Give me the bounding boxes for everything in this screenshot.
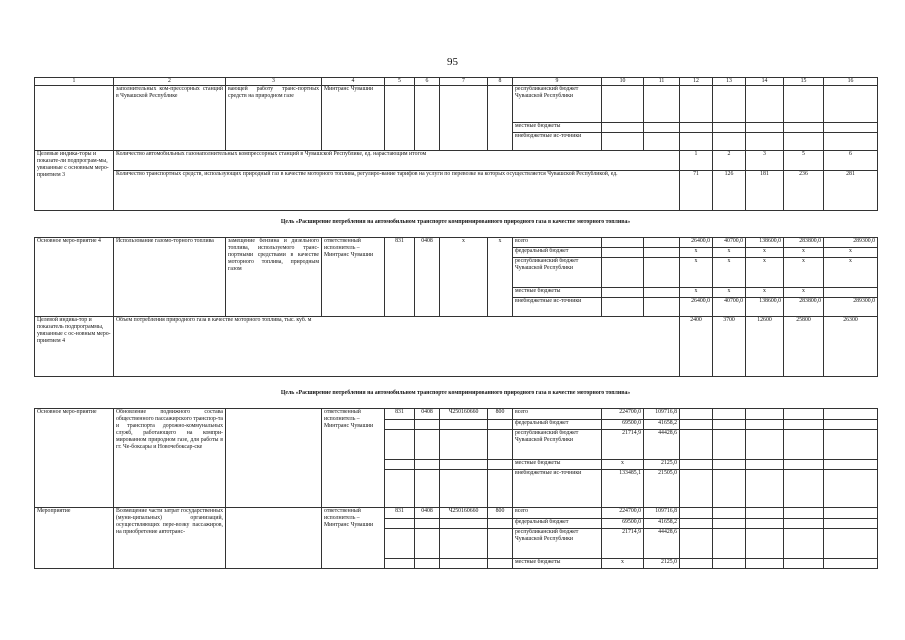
col-header: 3: [226, 78, 322, 86]
col-header: 2: [114, 78, 226, 86]
col-header: 12: [680, 78, 713, 86]
table-row: Целевые индика-торы и показате-ли подпрограм-мы, увязанные с основным меро-приятием 3 Количество автомобильных газонаполнительных компрессорных станций в Чувашской Республике, ед. нарастающим итогом 1 2 3 5 6: [35, 151, 878, 171]
table-row: заполнительных ком-прессорных станций в Чувашской Республике вающей работу транс-портных средств на природном газе Минтранс Чувашии республиканский бюджет Чувашской Республики: [35, 86, 878, 123]
col-header: 6: [415, 78, 440, 86]
table-row: республиканский бюджет Чувашской Республики 21714,9 44428,6: [35, 529, 878, 559]
col-header: 15: [784, 78, 824, 86]
col-header: 10: [602, 78, 644, 86]
table-row: Мероприятие Возмещение части затрат государственных (муни-ципальных) организаций, осуществляющих пере-возку пассажиров, на приобретение автотранс- ответственный исполнитель – Минтранс Чувашии 831 0408 Ч250160660 800 всего 224700,0 109716,8: [35, 508, 878, 519]
col-header: 8: [488, 78, 513, 86]
column-number-row: [35, 78, 878, 86]
table-row: местные бюджеты: [35, 123, 878, 133]
table-row: внебюджетные ис-точники: [35, 133, 878, 151]
col-header: 7: [440, 78, 488, 86]
col-header: 14: [746, 78, 784, 86]
table-row: федеральный бюджет 69500,0 41658,2: [35, 420, 878, 430]
col-header: 13: [713, 78, 746, 86]
col-header: 16: [824, 78, 878, 86]
table-row: внебюджетные ис-точники 133485,1 21505,0: [35, 470, 878, 508]
table-row: Количество транспортных средств, использующих природный газ в качестве моторного топлива, регулиро-вание тарифов на услуги по перевозке на которых осуществляется Чувашской Республикой, ед. 71 126 181 236 281: [35, 171, 878, 211]
page-number: 95: [447, 56, 458, 68]
goal-heading: Цель «Расширение потребления на автомобильном транспорте компримированного природного газа в качестве моторного топлива»: [280, 219, 631, 225]
col-header: 4: [322, 78, 385, 86]
table-row: республиканский бюджет Чувашской Республики х х х х х: [35, 258, 878, 288]
col-header: 1: [35, 78, 114, 86]
goal-heading: Цель «Расширение потребления на автомобильном транспорте компримированного природного газа в качестве моторного топлива»: [280, 390, 631, 396]
table-row: Целевой индика-тор и показатель подпрограммы, увязанные с ос-новным меро-приятием 4 Объем потребления природного газа в качестве моторного топлива, тыс. куб. м 2400 3700 12600 25800 26300: [35, 317, 878, 377]
col-header: 11: [644, 78, 680, 86]
table-part-2: [34, 237, 878, 377]
table-row: местные бюджеты х 2125,0: [35, 559, 878, 569]
table-row: внебюджетные ис-точники 26400,0 40700,0 138600,0 283800,0 289300,0: [35, 298, 878, 317]
col-header: 5: [385, 78, 415, 86]
table-row: местные бюджеты х х х х: [35, 288, 878, 298]
table-part-1: [34, 77, 878, 211]
table-row: федеральный бюджет х х х х х: [35, 248, 878, 258]
table-part-3: [34, 408, 878, 569]
table-row: республиканский бюджет Чувашской Республики 21714,9 44428,6: [35, 430, 878, 460]
table-row: Основное меро-приятие 4 Использование газомо-торного топлива замещение бензина и дизельного топлива, используемого транс-портными средствами в качестве моторного топлива, природным газом ответственный исполнитель – Минтранс Чувашии 831 0408 х х всего 26400,0 40700,0 138600,0 283800,0 289300,0: [35, 238, 878, 248]
col-header: 9: [513, 78, 602, 86]
table-row: федеральный бюджет 69500,0 41658,2: [35, 519, 878, 529]
table-row: Основное меро-приятие Обновление подвижного состава общественного пассажирского транспор-та и транспорта дорожно-коммунальных служб, работающего на компри-мированном природном газе, для работы в гг. Че-боксары и Новочебоксар-ске ответственный исполнитель – Минтранс Чувашии 831 0408 Ч250160660 800 всего 224700,0 109716,8: [35, 409, 878, 420]
table-row: местные бюджеты х 2125,0: [35, 460, 878, 470]
